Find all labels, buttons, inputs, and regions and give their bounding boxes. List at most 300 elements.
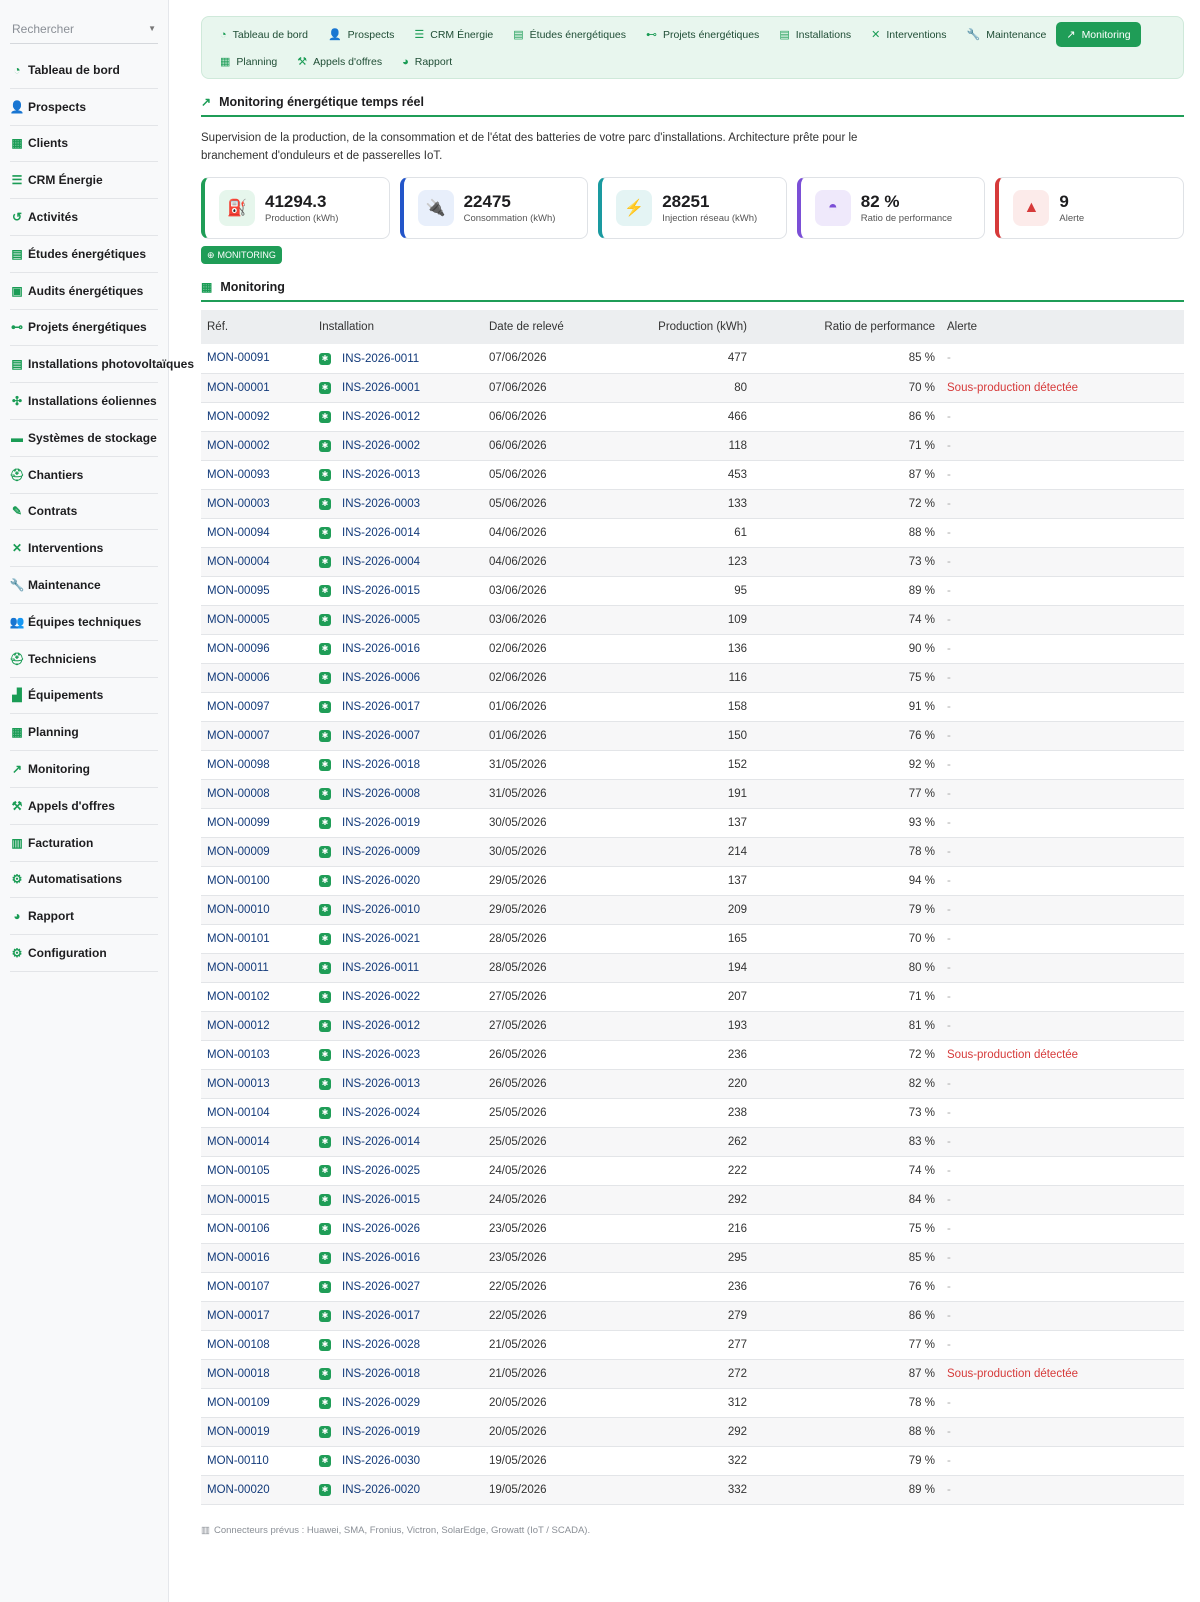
sidebar-item-crm-energie[interactable] xyxy=(10,162,158,199)
table-row[interactable] xyxy=(201,692,1184,721)
cell-alert: - xyxy=(947,874,951,887)
installation-link[interactable]: INS-2026-0029 xyxy=(342,1396,420,1409)
installation-link-wrap xyxy=(319,1020,420,1032)
sidebar-item-automatisations[interactable] xyxy=(10,862,158,899)
installation-link[interactable]: INS-2026-0030 xyxy=(342,1454,420,1467)
robot-icon: ⚙ xyxy=(11,872,23,887)
installation-link[interactable]: INS-2026-0018 xyxy=(342,758,420,771)
cell-ref xyxy=(201,344,313,373)
installation-link[interactable]: INS-2026-0012 xyxy=(342,410,420,423)
sidebar-item-maintenance[interactable] xyxy=(10,567,158,604)
cell-alert: - xyxy=(947,1222,951,1235)
ref-link[interactable]: MON-00005 xyxy=(207,613,270,626)
cell-installation xyxy=(313,576,483,605)
table-row[interactable] xyxy=(201,953,1184,982)
tab-planning[interactable] xyxy=(210,49,287,74)
tachometer-icon: ◓ xyxy=(815,190,851,226)
table-row[interactable] xyxy=(201,373,1184,402)
cell-ratio: 93 % xyxy=(908,816,935,829)
tab-rapport[interactable] xyxy=(392,49,462,74)
table-row[interactable] xyxy=(201,1243,1184,1272)
sidebar-item-label: Maintenance xyxy=(28,578,101,593)
ref-link[interactable]: MON-00011 xyxy=(207,961,269,974)
kpi-card xyxy=(400,177,589,239)
installation-link[interactable]: INS-2026-0017 xyxy=(342,700,420,713)
solar-panel-icon: ✱ xyxy=(319,498,331,510)
ref-link[interactable]: MON-00108 xyxy=(207,1338,270,1351)
ref-link[interactable]: MON-00099 xyxy=(207,816,270,829)
page-description: Supervision de la production, de la consommation et de l'état des batteries de votre parc d'installations. Architecture prête pour le branchement d'onduleurs et de passerelles IoT. xyxy=(201,132,858,162)
cell-production: 150 xyxy=(727,729,747,742)
sidebar-item-label: Études énergétiques xyxy=(28,246,147,261)
table-row[interactable] xyxy=(201,1156,1184,1185)
cell-installation xyxy=(313,1098,483,1127)
installation-link[interactable]: INS-2026-0020 xyxy=(342,874,420,887)
user-plus-icon: 👤 xyxy=(327,29,342,41)
table-row[interactable] xyxy=(201,750,1184,779)
table-row[interactable] xyxy=(201,1098,1184,1127)
table-row[interactable] xyxy=(201,1214,1184,1243)
table-row[interactable] xyxy=(201,982,1184,1011)
installation-link[interactable]: INS-2026-0012 xyxy=(342,1019,420,1032)
kpi-card xyxy=(598,177,787,239)
cell-ratio: 82 % xyxy=(908,1077,935,1090)
cell-date: 28/05/2026 xyxy=(489,932,547,945)
table-row[interactable] xyxy=(201,1040,1184,1069)
tools-icon: ✕ xyxy=(11,541,23,556)
cell-installation xyxy=(313,605,483,634)
tab-label: Projets énergétiques xyxy=(663,28,760,41)
cell-alert: Sous-production détectée xyxy=(947,1048,1079,1061)
installation-link[interactable]: INS-2026-0022 xyxy=(342,990,420,1003)
cog-icon: ⚙ xyxy=(11,946,23,961)
table-header-row xyxy=(201,310,1184,344)
sidebar-item-equipements[interactable] xyxy=(10,678,158,715)
installation-link[interactable]: INS-2026-0004 xyxy=(342,555,420,568)
file-signature-icon: ✎ xyxy=(11,504,23,519)
monitoring-badge[interactable] xyxy=(201,246,282,264)
cell-date: 31/05/2026 xyxy=(489,787,547,800)
table-row[interactable] xyxy=(201,402,1184,431)
installation-link-wrap xyxy=(319,1484,420,1496)
ref-link[interactable]: MON-00109 xyxy=(207,1396,270,1409)
installation-link[interactable]: INS-2026-0001 xyxy=(342,381,420,394)
ref-link[interactable]: MON-00105 xyxy=(207,1164,270,1177)
installation-link[interactable]: INS-2026-0028 xyxy=(342,1338,420,1351)
cell-ref xyxy=(201,634,313,663)
cell-installation xyxy=(313,344,483,373)
ref-link[interactable]: MON-00094 xyxy=(207,526,270,539)
ref-link[interactable]: MON-00007 xyxy=(207,729,270,742)
sidebar-item-label: Équipes techniques xyxy=(28,614,142,629)
table-row[interactable] xyxy=(201,1301,1184,1330)
table-row[interactable] xyxy=(201,1272,1184,1301)
ref-link[interactable]: MON-00013 xyxy=(207,1077,270,1090)
installation-link[interactable]: INS-2026-0009 xyxy=(342,845,420,858)
list-icon: ☰ xyxy=(11,173,23,188)
cell-alert: - xyxy=(947,845,951,858)
chart-line-icon: ↗ xyxy=(201,95,212,109)
cell-production: 216 xyxy=(727,1222,747,1235)
table-row[interactable] xyxy=(201,518,1184,547)
installation-link[interactable]: INS-2026-0002 xyxy=(342,439,420,452)
sidebar-nav xyxy=(0,52,195,972)
cell-ratio: 73 % xyxy=(908,1106,935,1119)
installation-link[interactable]: INS-2026-0003 xyxy=(342,497,420,510)
cell-date: 27/05/2026 xyxy=(489,990,547,1003)
table-row[interactable] xyxy=(201,489,1184,518)
installation-link[interactable]: INS-2026-0019 xyxy=(342,816,420,829)
installation-link[interactable]: INS-2026-0015 xyxy=(342,1193,420,1206)
sidebar-item-label: Facturation xyxy=(28,835,94,850)
sidebar-item-chantiers[interactable] xyxy=(10,457,158,494)
col-installation[interactable]: Installation xyxy=(319,321,374,333)
installation-link-wrap xyxy=(319,817,420,829)
ref-link[interactable]: MON-00010 xyxy=(207,903,270,916)
calendar-icon: ▦ xyxy=(11,725,23,740)
cell-installation xyxy=(313,779,483,808)
sidebar-item-clients[interactable] xyxy=(10,126,158,163)
ref-link[interactable]: MON-00015 xyxy=(207,1193,270,1206)
table-row[interactable] xyxy=(201,1330,1184,1359)
ref-link[interactable]: MON-00106 xyxy=(207,1222,270,1235)
col-date[interactable]: Date de relevé xyxy=(489,321,564,333)
kpi-value: 41294.3 xyxy=(265,191,327,211)
cell-ref xyxy=(201,1040,313,1069)
table-row[interactable] xyxy=(201,1185,1184,1214)
cell-ref xyxy=(201,1388,313,1417)
table-row[interactable] xyxy=(201,1388,1184,1417)
installation-link-wrap xyxy=(319,875,420,887)
cell-date: 22/05/2026 xyxy=(489,1309,547,1322)
table-row[interactable] xyxy=(201,1475,1184,1504)
ref-link[interactable]: MON-00107 xyxy=(207,1280,270,1293)
table-row[interactable] xyxy=(201,1069,1184,1098)
tab-interventions[interactable] xyxy=(861,22,956,47)
installation-link[interactable]: INS-2026-0021 xyxy=(342,932,420,945)
sidebar-item-facturation[interactable] xyxy=(10,825,158,862)
cell-production: 292 xyxy=(727,1193,747,1206)
installation-link[interactable]: INS-2026-0014 xyxy=(342,526,420,539)
cell-alert: - xyxy=(947,1193,951,1206)
cell-installation xyxy=(313,808,483,837)
installation-link-wrap xyxy=(319,1252,420,1264)
ref-link[interactable]: MON-00004 xyxy=(207,555,270,568)
table-row[interactable] xyxy=(201,1446,1184,1475)
tab-prospects[interactable] xyxy=(318,22,404,47)
solar-panel-icon: ✱ xyxy=(319,1107,331,1119)
installation-link[interactable]: INS-2026-0013 xyxy=(342,1077,420,1090)
ref-link[interactable]: MON-00018 xyxy=(207,1367,270,1380)
col-ref[interactable]: Réf. xyxy=(207,321,229,333)
kpi-label: Alerte xyxy=(1059,212,1085,224)
installation-link[interactable]: INS-2026-0010 xyxy=(342,903,420,916)
table-row[interactable] xyxy=(201,1417,1184,1446)
sidebar-item-label: Planning xyxy=(28,725,79,740)
installation-link-wrap xyxy=(319,1049,420,1061)
installation-link[interactable]: INS-2026-0019 xyxy=(342,1425,420,1438)
solar-panel-icon: ✱ xyxy=(319,701,331,713)
solar-panel-icon: ✱ xyxy=(319,1194,331,1206)
cell-ref xyxy=(201,1127,313,1156)
ref-link[interactable]: MON-00100 xyxy=(207,874,270,887)
ref-link[interactable]: MON-00012 xyxy=(207,1019,270,1032)
cell-date: 21/05/2026 xyxy=(489,1367,547,1380)
cell-production: 277 xyxy=(727,1338,747,1351)
ref-link[interactable]: MON-00019 xyxy=(207,1425,270,1438)
cell-ratio: 77 % xyxy=(908,787,935,800)
installation-link[interactable]: INS-2026-0014 xyxy=(342,1135,420,1148)
table-row[interactable] xyxy=(201,866,1184,895)
tab-etudes-energetiques[interactable] xyxy=(503,22,636,47)
sidebar-item-tableau-de-bord[interactable] xyxy=(10,52,158,89)
kpi-value: 28251 xyxy=(662,191,710,211)
cell-production: 262 xyxy=(727,1135,747,1148)
ref-link[interactable]: MON-00103 xyxy=(207,1048,270,1061)
installation-link[interactable]: INS-2026-0005 xyxy=(342,613,420,626)
solar-panel-icon: ✱ xyxy=(319,1165,331,1177)
cell-date: 22/05/2026 xyxy=(489,1280,547,1293)
solar-panel-icon: ✱ xyxy=(319,556,331,568)
ref-link[interactable]: MON-00014 xyxy=(207,1135,270,1148)
installation-link[interactable]: INS-2026-0026 xyxy=(342,1222,420,1235)
sidebar-item-activites[interactable] xyxy=(10,199,158,236)
cell-date: 30/05/2026 xyxy=(489,845,547,858)
sidebar-item-label: Équipements xyxy=(28,688,104,703)
ref-link[interactable]: MON-00104 xyxy=(207,1106,270,1119)
ref-link[interactable]: MON-00008 xyxy=(207,787,270,800)
cell-installation xyxy=(313,1330,483,1359)
sidebar-item-equipes-techniques[interactable] xyxy=(10,604,158,641)
solar-panel-icon: ▤ xyxy=(513,29,524,41)
plus-circle-icon: ⊕ xyxy=(207,249,215,260)
sidebar-item-audits-energetiques[interactable] xyxy=(10,273,158,310)
cell-installation xyxy=(313,866,483,895)
cell-date: 29/05/2026 xyxy=(489,874,547,887)
cell-date: 26/05/2026 xyxy=(489,1077,547,1090)
installation-link[interactable]: INS-2026-0008 xyxy=(342,787,420,800)
cell-ratio: 88 % xyxy=(908,1425,935,1438)
ref-link[interactable]: MON-00016 xyxy=(207,1251,270,1264)
tab-label: Appels d'offres xyxy=(313,55,383,68)
sidebar-item-etudes-energetiques[interactable] xyxy=(10,236,158,273)
cell-ratio: 77 % xyxy=(908,1338,935,1351)
sidebar-item-label: Installations éoliennes xyxy=(28,394,157,409)
tab-installations[interactable] xyxy=(769,22,861,47)
installation-link-wrap xyxy=(319,1223,420,1235)
cell-installation xyxy=(313,489,483,518)
ref-link[interactable]: MON-00095 xyxy=(207,584,270,597)
tab-tableau-de-bord[interactable] xyxy=(210,22,318,47)
cell-installation xyxy=(313,460,483,489)
cell-production: 453 xyxy=(727,468,747,481)
solar-panel-icon: ✱ xyxy=(319,1426,331,1438)
cell-installation xyxy=(313,982,483,1011)
footnote-text: Connecteurs prévus : Huawei, SMA, Fronius, Victron, SolarEdge, Growatt (IoT / SCADA). xyxy=(213,1524,591,1536)
table-row[interactable] xyxy=(201,460,1184,489)
installation-link[interactable]: INS-2026-0020 xyxy=(342,1483,420,1496)
table-row[interactable] xyxy=(201,895,1184,924)
gavel-icon: ⚒ xyxy=(11,798,23,813)
sidebar-item-interventions[interactable] xyxy=(10,530,158,567)
installation-link[interactable]: INS-2026-0027 xyxy=(342,1280,420,1293)
sidebar-item-installations-eoliennes[interactable] xyxy=(10,383,158,420)
col-production[interactable]: Production (kWh) xyxy=(658,321,747,333)
sidebar-item-planning[interactable] xyxy=(10,714,158,751)
installation-link-wrap xyxy=(319,759,420,771)
table-row[interactable] xyxy=(201,1127,1184,1156)
table-row[interactable] xyxy=(201,721,1184,750)
ref-link[interactable]: MON-00093 xyxy=(207,468,270,481)
cell-ref xyxy=(201,576,313,605)
ref-link[interactable]: MON-00001 xyxy=(207,381,270,394)
sidebar-item-techniciens[interactable] xyxy=(10,641,158,678)
cell-ratio: 79 % xyxy=(908,903,935,916)
sidebar-item-projets-energetiques[interactable] xyxy=(10,310,158,347)
sidebar-item-prospects[interactable] xyxy=(10,89,158,126)
installation-link[interactable]: INS-2026-0013 xyxy=(342,468,420,481)
cell-production: 194 xyxy=(727,961,747,974)
table-row[interactable] xyxy=(201,1359,1184,1388)
solar-panel-icon: ✱ xyxy=(319,904,331,916)
cell-production: 133 xyxy=(727,497,747,510)
installation-link[interactable]: INS-2026-0018 xyxy=(342,1367,420,1380)
table-row[interactable] xyxy=(201,605,1184,634)
tab-maintenance[interactable] xyxy=(957,22,1057,47)
solar-panel-icon: ✱ xyxy=(319,643,331,655)
solar-panel-icon: ✱ xyxy=(319,1310,331,1322)
table-row[interactable] xyxy=(201,344,1184,373)
sidebar-item-monitoring[interactable] xyxy=(10,751,158,788)
sidebar-item-installations-photovoltaiques[interactable] xyxy=(10,346,195,383)
table-row[interactable] xyxy=(201,808,1184,837)
col-alert[interactable]: Alerte xyxy=(947,321,978,333)
table-row[interactable] xyxy=(201,431,1184,460)
table-row[interactable] xyxy=(201,663,1184,692)
ref-link[interactable]: MON-00009 xyxy=(207,845,270,858)
ref-link[interactable]: MON-00002 xyxy=(207,439,270,452)
installation-link-wrap xyxy=(319,411,420,423)
cell-ref xyxy=(201,895,313,924)
installation-link-wrap xyxy=(319,1107,420,1119)
table-row[interactable] xyxy=(201,576,1184,605)
ref-link[interactable]: MON-00098 xyxy=(207,758,270,771)
cell-date: 21/05/2026 xyxy=(489,1338,547,1351)
installation-link[interactable]: INS-2026-0016 xyxy=(342,1251,420,1264)
installation-link-wrap xyxy=(319,498,420,510)
sidebar-item-contrats[interactable] xyxy=(10,494,158,531)
cell-ratio: 74 % xyxy=(908,613,935,626)
solar-panel-icon: ✱ xyxy=(319,585,331,597)
ref-link[interactable]: MON-00110 xyxy=(207,1454,269,1467)
cell-production: 236 xyxy=(727,1280,747,1293)
sidebar-item-rapport[interactable] xyxy=(10,898,158,935)
kpi-text xyxy=(265,193,338,224)
cell-production: 61 xyxy=(734,526,747,539)
ref-link[interactable]: MON-00006 xyxy=(207,671,270,684)
installation-link-wrap xyxy=(319,1426,420,1438)
hard-hat-icon: ⛑ xyxy=(9,467,25,482)
installation-link[interactable]: INS-2026-0024 xyxy=(342,1106,420,1119)
wrench-icon: 🔧 xyxy=(966,29,981,41)
tab-appels-d-offres[interactable] xyxy=(287,49,392,74)
installation-link[interactable]: INS-2026-0015 xyxy=(342,584,420,597)
sidebar-item-label: Appels d'offres xyxy=(28,798,115,813)
cell-ratio: 71 % xyxy=(908,990,935,1003)
table-row[interactable] xyxy=(201,634,1184,663)
gavel-icon: ⚒ xyxy=(297,56,308,68)
tab-crm-energie[interactable] xyxy=(404,22,503,47)
table-section-title-text: Monitoring xyxy=(220,280,285,294)
installation-link[interactable]: INS-2026-0025 xyxy=(342,1164,420,1177)
ref-link[interactable]: MON-00017 xyxy=(207,1309,270,1322)
col-ratio[interactable]: Ratio de performance xyxy=(824,321,935,333)
boxes-icon: ▟ xyxy=(12,688,22,703)
cell-alert: - xyxy=(947,1425,951,1438)
table-row[interactable] xyxy=(201,779,1184,808)
installation-link[interactable]: INS-2026-0023 xyxy=(342,1048,420,1061)
ref-link[interactable]: MON-00102 xyxy=(207,990,270,1003)
installation-link[interactable]: INS-2026-0011 xyxy=(342,352,420,365)
installation-link[interactable]: INS-2026-0017 xyxy=(342,1309,420,1322)
ref-link[interactable]: MON-00096 xyxy=(207,642,270,655)
top-nav xyxy=(201,16,1184,79)
cell-alert: - xyxy=(947,642,951,655)
cell-ref xyxy=(201,431,313,460)
tab-monitoring[interactable] xyxy=(1056,22,1140,47)
ref-link[interactable]: MON-00101 xyxy=(207,932,270,945)
table-row[interactable] xyxy=(201,924,1184,953)
solar-panel-icon: ✱ xyxy=(319,846,331,858)
sidebar-item-systemes-de-stockage[interactable] xyxy=(10,420,158,457)
solar-panel-icon: ▤ xyxy=(779,29,790,41)
cell-production: 136 xyxy=(727,642,747,655)
installation-link-wrap xyxy=(319,701,420,713)
ref-link[interactable]: MON-00003 xyxy=(207,497,270,510)
cell-ratio: 92 % xyxy=(908,758,935,771)
solar-panel-icon: ✱ xyxy=(319,788,331,800)
ref-link[interactable]: MON-00097 xyxy=(207,700,270,713)
cell-installation xyxy=(313,402,483,431)
installation-link[interactable]: INS-2026-0006 xyxy=(342,671,420,684)
installation-link[interactable]: INS-2026-0016 xyxy=(342,642,420,655)
cell-ratio: 86 % xyxy=(908,410,935,423)
cell-installation xyxy=(313,1388,483,1417)
cell-alert: - xyxy=(947,671,951,684)
ref-link[interactable]: MON-00091 xyxy=(207,352,270,365)
ref-link[interactable]: MON-00020 xyxy=(207,1483,270,1496)
sidebar-item-appels-d-offres[interactable] xyxy=(10,788,158,825)
installation-link[interactable]: INS-2026-0011 xyxy=(342,961,420,974)
installation-link-wrap xyxy=(319,614,420,626)
table-row[interactable] xyxy=(201,547,1184,576)
table-row[interactable] xyxy=(201,1011,1184,1040)
installation-link-wrap xyxy=(319,1397,420,1409)
table-row[interactable] xyxy=(201,837,1184,866)
installation-link[interactable]: INS-2026-0007 xyxy=(342,729,420,742)
sidebar-item-label: Tableau de bord xyxy=(28,62,120,77)
cell-ratio: 80 % xyxy=(908,961,935,974)
cell-alert: - xyxy=(947,613,951,626)
solar-panel-icon: ▤ xyxy=(11,357,23,372)
sidebar-item-configuration[interactable] xyxy=(10,935,158,972)
ref-link[interactable]: MON-00092 xyxy=(207,410,270,423)
cell-date: 05/06/2026 xyxy=(489,497,547,510)
tab-projets-energetiques[interactable] xyxy=(636,22,769,47)
search-select[interactable] xyxy=(10,14,158,44)
cell-production: 222 xyxy=(727,1164,747,1177)
sidebar-item-label: Projets énergétiques xyxy=(28,320,147,335)
